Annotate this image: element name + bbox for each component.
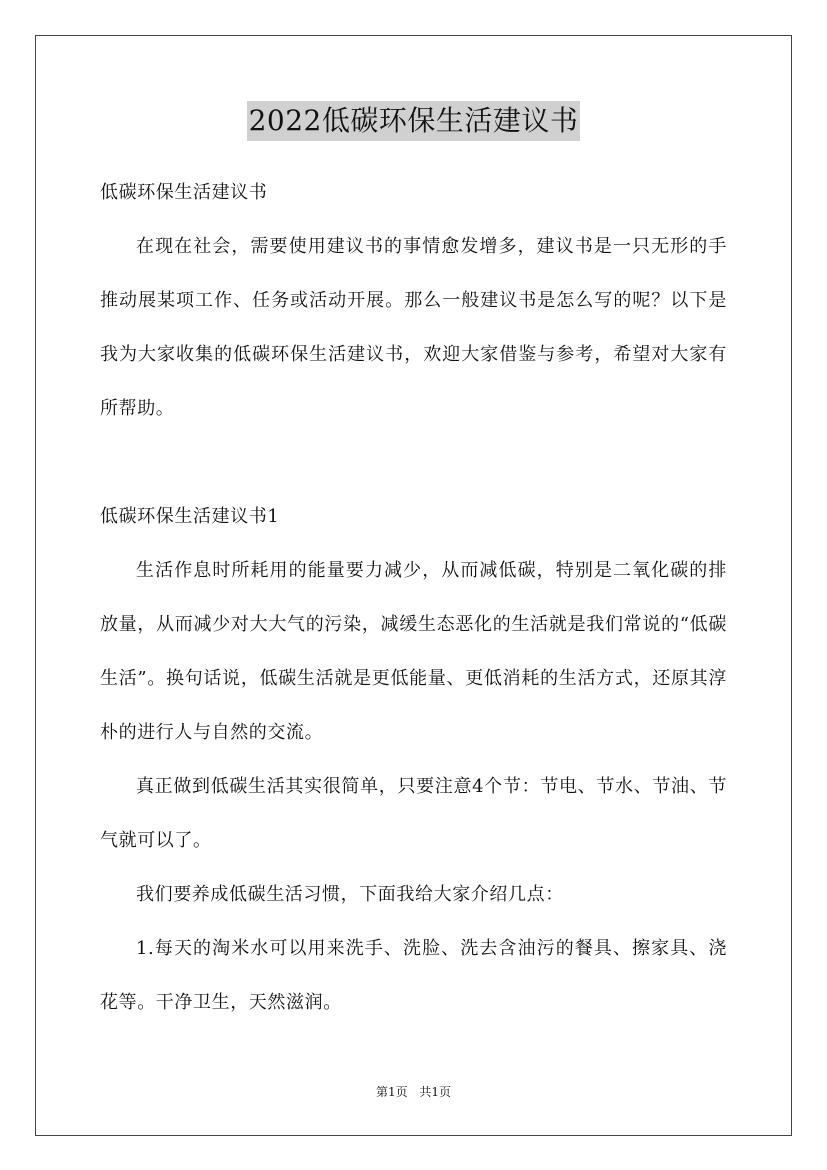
body-paragraph-4: 1.每天的淘米水可以用来洗手、洗脸、洗去含油污的餐具、擦家具、浇花等。干净卫生，天然滋润。	[100, 938, 727, 1013]
document-body	[100, 166, 727, 1030]
page-number-total: 共1页	[419, 1085, 452, 1099]
page-number-current: 第1页	[375, 1085, 408, 1099]
body-paragraph-2: 真正做到低碳生活其实很简单，只要注意4个节：节电、节水、节油、节气就可以了。	[100, 776, 727, 851]
body-paragraph-3: 我们要养成低碳生活习惯，下面我给大家介绍几点：	[136, 884, 564, 905]
body-paragraph-1: 生活作息时所耗用的能量要力减少，从而减低碳，特别是二氧化碳的排放量，从而减少对大大气的污染，减缓生态恶化的生活就是我们常说的“低碳生活”。换句话说，低碳生活就是更低能量、更低消耗的生活方式，还原其淳朴的进行人与自然的交流。	[100, 560, 727, 743]
page-footer	[0, 1084, 827, 1100]
section1-heading: 低碳环保生活建议书1	[100, 506, 280, 527]
title-container	[0, 101, 827, 141]
document-title: 2022低碳环保生活建议书	[247, 101, 581, 141]
intro-heading: 低碳环保生活建议书	[100, 182, 268, 203]
paragraph-spacer	[100, 436, 727, 490]
intro-paragraph: 在现在社会，需要使用建议书的事情愈发增多，建议书是一只无形的手推动展某项工作、任务或活动开展。那么一般建议书是怎么写的呢？以下是我为大家收集的低碳环保生活建议书，欢迎大家借鉴与参考，希望对大家有所帮助。	[100, 236, 727, 419]
